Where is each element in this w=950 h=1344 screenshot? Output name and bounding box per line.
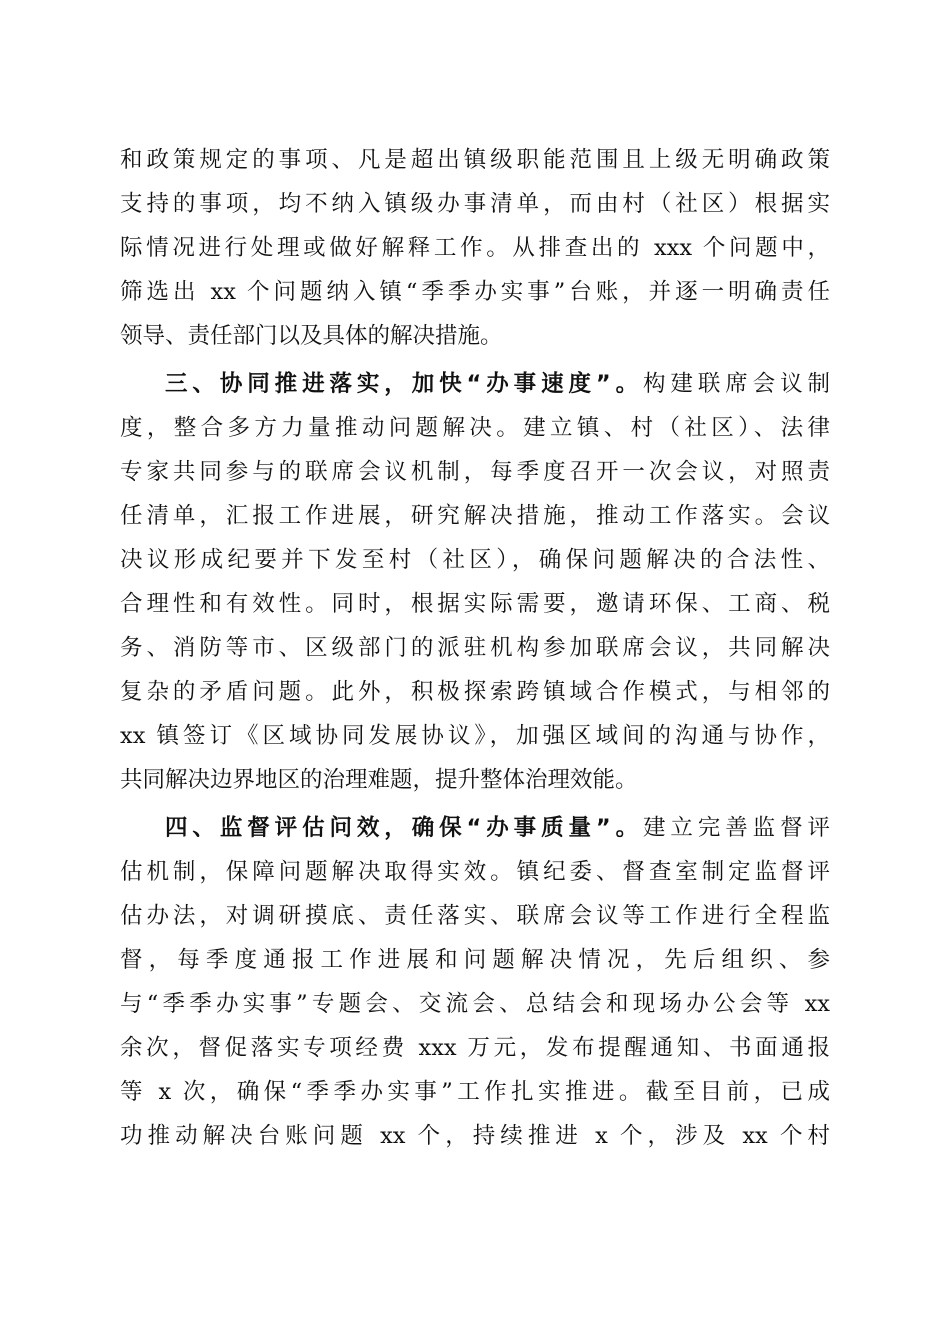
- heading-line-rest: 建立完善监督评: [643, 815, 830, 841]
- section-heading-three: 三、协同推进落实，加快“办事速度”。: [165, 371, 644, 397]
- text-line: 度，整合多方力量推动问题解决。建立镇、村（社区）、法律: [120, 415, 830, 441]
- text-line: 等 x 次，确保“季季办实事”工作扎实推进。截至目前，已成: [120, 1079, 830, 1105]
- text-line: 决议形成纪要并下发至村（社区），确保问题解决的合法性、: [120, 547, 830, 573]
- text-line: 和政策规定的事项、凡是超出镇级职能范围且上级无明确政策: [120, 147, 830, 173]
- text-line: 务、消防等市、区级部门的派驻机构参加联席会议，共同解决: [120, 635, 830, 661]
- text-line: 功推动解决台账问题 xx 个，持续推进 x 个，涉及 xx 个村: [120, 1123, 830, 1149]
- text-line: 任清单，汇报工作进展，研究解决措施，推动工作落实。会议: [120, 503, 830, 529]
- section-heading-four: 四、监督评估问效，确保“办事质量”。: [165, 815, 644, 841]
- text-line: 筛选出 xx 个问题纳入镇“季季办实事”台账，并逐一明确责任: [120, 279, 830, 305]
- text-line: [165, 808, 830, 848]
- heading-line-rest: 构建联席会议制: [643, 371, 830, 397]
- text-line: 合理性和有效性。同时，根据实际需要，邀请环保、工商、税: [120, 591, 830, 617]
- text-line: [165, 364, 830, 404]
- text-line: 督，每季度通报工作进展和问题解决情况，先后组织、参: [120, 947, 830, 973]
- text-line: 共同解决边界地区的治理难题，提升整体治理效能。: [120, 767, 638, 793]
- text-line: xx 镇签订《区域协同发展协议》，加强区域间的沟通与协作，: [120, 723, 830, 749]
- text-line: 估机制，保障问题解决取得实效。镇纪委、督查室制定监督评: [120, 859, 830, 885]
- text-line: 与“季季办实事”专题会、交流会、总结会和现场办公会等 xx: [120, 991, 830, 1017]
- text-line: 余次，督促落实专项经费 xxx 万元，发布提醒通知、书面通报: [120, 1035, 830, 1061]
- text-line: 复杂的矛盾问题。此外，积极探索跨镇域合作模式，与相邻的: [120, 679, 830, 705]
- text-line: 估办法，对调研摸底、责任落实、联席会议等工作进行全程监: [120, 903, 830, 929]
- text-line: 领导、责任部门以及具体的解决措施。: [120, 323, 503, 349]
- text-line: 际情况进行处理或做好解释工作。从排查出的 xxx 个问题中，: [120, 235, 830, 261]
- text-line: 专家共同参与的联席会议机制，每季度召开一次会议，对照责: [120, 459, 830, 485]
- text-line: 支持的事项，均不纳入镇级办事清单，而由村（社区）根据实: [120, 191, 830, 217]
